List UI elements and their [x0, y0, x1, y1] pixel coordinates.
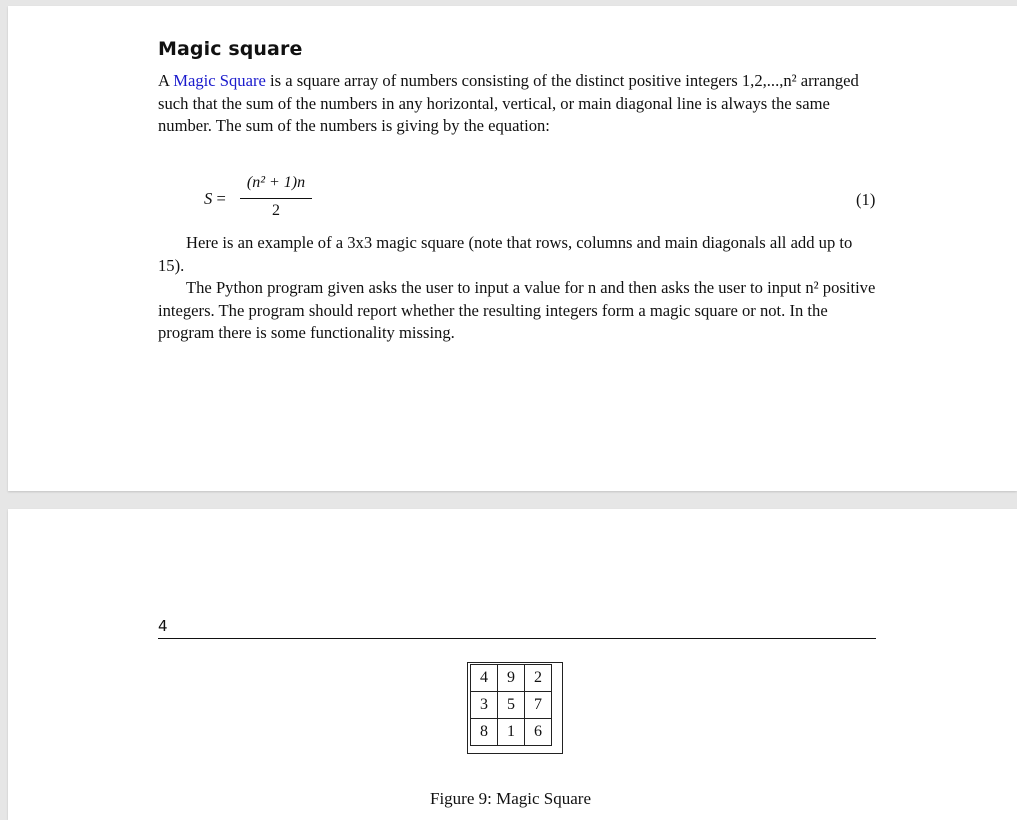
example-paragraph: Here is an example of a 3x3 magic square (note that rows, columns and main diagonals all add up to 15).	[158, 233, 853, 275]
equation-variable: S	[204, 189, 213, 208]
intro-prefix: A	[158, 71, 174, 90]
equation-numerator: (n² + 1)n	[246, 174, 306, 191]
section-heading: Magic square	[158, 38, 303, 60]
magic-cell: 4	[471, 665, 498, 692]
document-page-1	[8, 6, 1017, 491]
body-paragraphs	[158, 232, 876, 345]
magic-cell: 9	[498, 665, 525, 692]
magic-cell: 5	[498, 692, 525, 719]
equation-lhs	[204, 189, 226, 209]
equation-equals: =	[216, 189, 226, 208]
magic-cell: 3	[471, 692, 498, 719]
equation-number: (1)	[856, 190, 876, 209]
figure-caption: Figure 9: Magic Square	[430, 789, 591, 808]
header-rule	[158, 638, 876, 639]
intro-text: is a square array of numbers consisting of the distinct positive integers 1,2,...,n² arranged such that the sum of the numbers in any horizontal, vertical, or main diagonal line is always the same number. The sum of the numbers is giving by the equation:	[158, 71, 859, 136]
magic-square-row	[471, 719, 552, 746]
equation-denominator: 2	[272, 202, 280, 219]
equation-fraction	[240, 174, 312, 220]
document-page-2	[8, 509, 1017, 820]
magic-square-row	[471, 692, 552, 719]
magic-cell: 1	[498, 719, 525, 746]
magic-square-row	[471, 665, 552, 692]
magic-cell: 7	[525, 692, 552, 719]
magic-square-table	[470, 664, 552, 746]
magic-cell: 6	[525, 719, 552, 746]
magic-square-link[interactable]: Magic Square	[173, 71, 266, 90]
magic-cell: 2	[525, 665, 552, 692]
magic-cell: 8	[471, 719, 498, 746]
page-number: 4	[158, 617, 168, 635]
fraction-bar	[240, 198, 312, 199]
program-paragraph: The Python program given asks the user to input a value for n and then asks the user to input n² positive integers. The program should report whether the resulting integers form a magic square or not. In the program there is some functionality missing.	[158, 278, 876, 343]
intro-paragraph	[158, 70, 876, 138]
